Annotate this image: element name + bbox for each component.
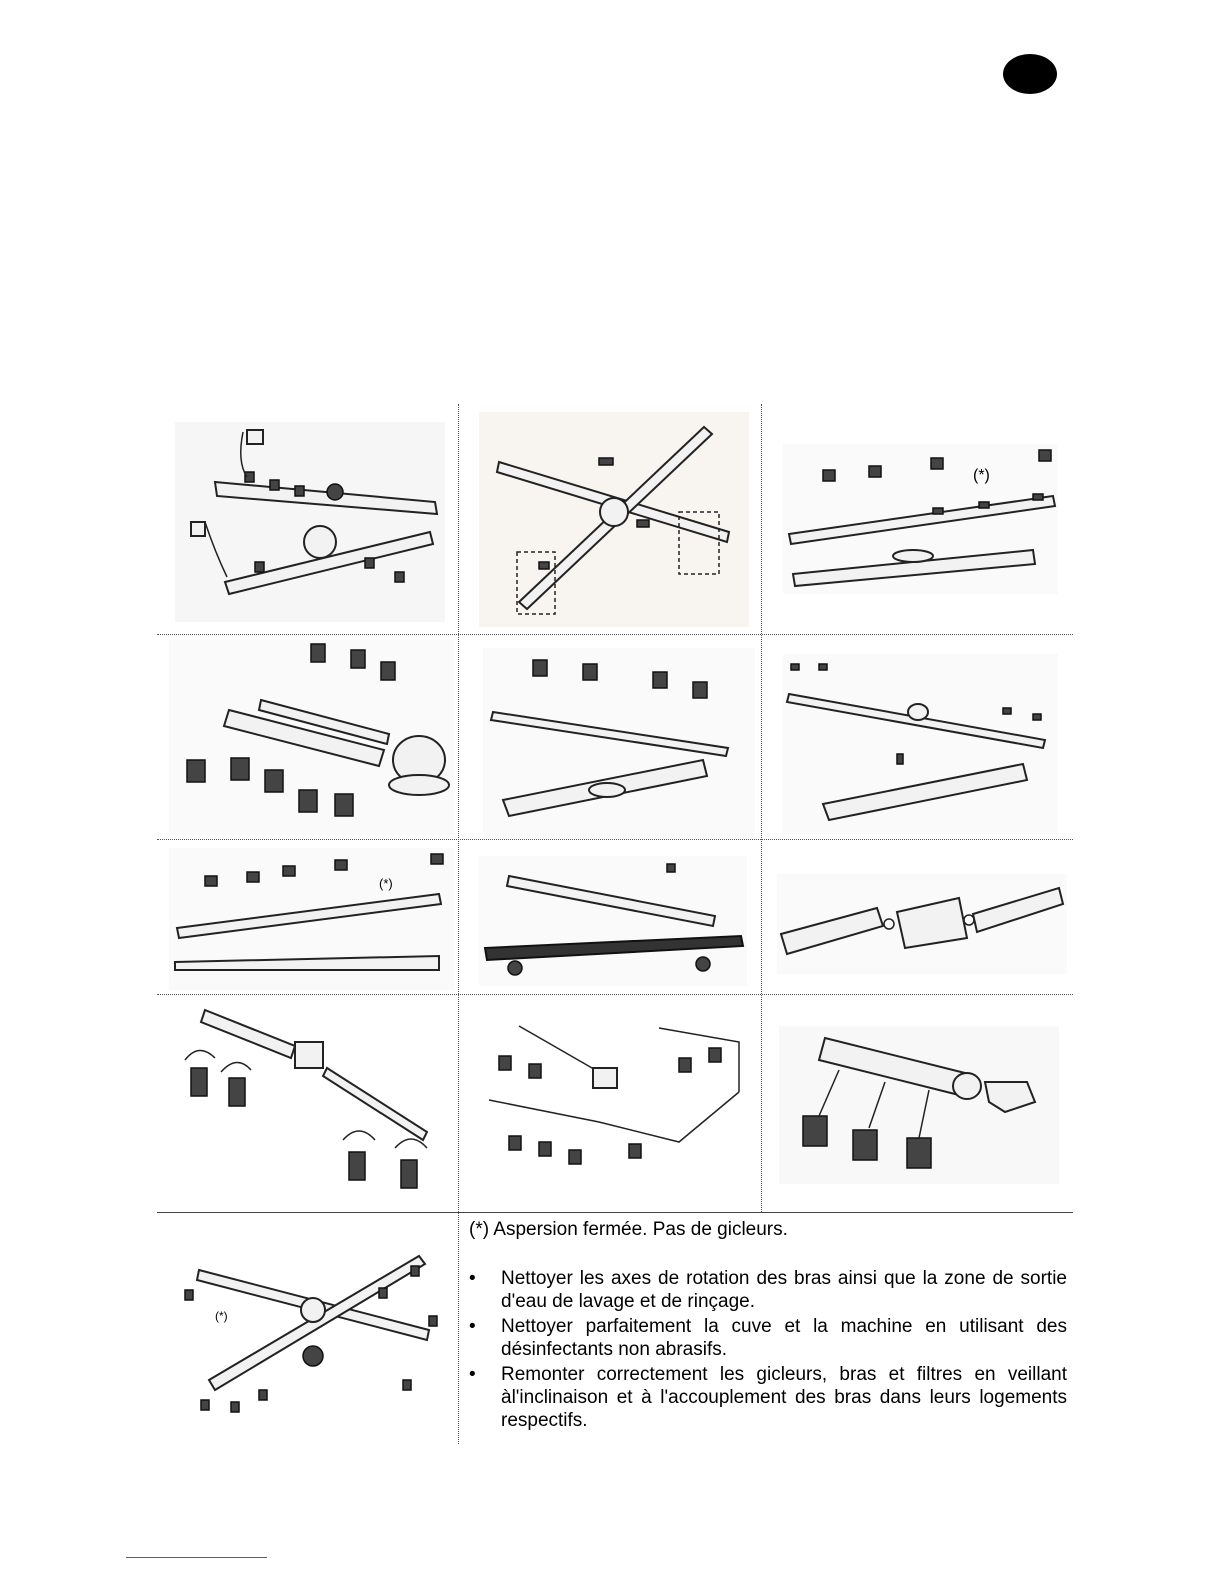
figure-short-tube <box>779 1026 1059 1184</box>
closed-spray-mark: (*) <box>379 876 393 891</box>
closed-spray-note: (*) Aspersion fermée. Pas de gicleurs. <box>469 1219 788 1240</box>
figure-upper-arm-clips <box>783 654 1058 834</box>
bullet-mark: • <box>469 1268 476 1289</box>
instruction-item <box>463 1363 1067 1432</box>
figure-long-arm-nozzles <box>169 848 454 990</box>
row-divider <box>157 634 1073 635</box>
figure-cross-arm-b <box>479 412 749 627</box>
closed-spray-mark: (*) <box>215 1309 228 1323</box>
instruction-notes <box>463 1216 1067 1441</box>
row-divider <box>157 839 1073 840</box>
instruction-text: Nettoyer parfaitement la cuve et la machine en utilisant des désinfectants non abrasifs. <box>501 1316 1067 1360</box>
page-marker <box>1003 54 1057 94</box>
instruction-list <box>463 1267 1067 1432</box>
figure-tube-arm-base <box>169 640 454 835</box>
figure-upper-arm-nozzles <box>483 648 755 838</box>
footnote-rule <box>126 1557 267 1558</box>
instruction-text: Remonter correctement les gicleurs, bras et filtres en veillant àl'inclinaison et à l'accouplement des bras dans leurs logements respectifs. <box>501 1364 1067 1431</box>
row-divider <box>157 994 1073 995</box>
instruction-item <box>463 1315 1067 1361</box>
figure-bent-tube <box>479 1012 751 1192</box>
instruction-item <box>463 1267 1067 1313</box>
closed-spray-mark: (*) <box>973 467 990 484</box>
figure-split-tube <box>171 1002 451 1202</box>
figure-cross-arm-a <box>175 422 445 622</box>
figure-grid <box>157 404 1073 1444</box>
row-divider <box>157 1212 1073 1213</box>
figure-cross-arm-c <box>179 1240 449 1440</box>
bullet-mark: • <box>469 1364 476 1385</box>
column-divider <box>458 404 459 1444</box>
bullet-mark: • <box>469 1316 476 1337</box>
instruction-text: Nettoyer les axes de rotation des bras ainsi que la zone de sortie d'eau de lavage et de rinçage. <box>501 1268 1067 1312</box>
figure-hub-connector <box>777 874 1067 974</box>
column-divider <box>761 404 762 1212</box>
figure-dark-arm <box>479 856 747 986</box>
figure-straight-arm <box>783 444 1058 594</box>
